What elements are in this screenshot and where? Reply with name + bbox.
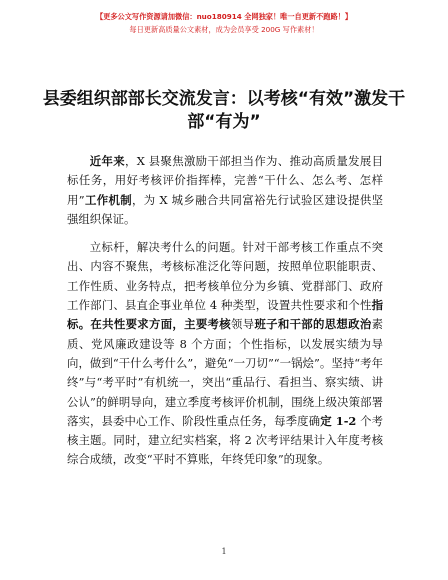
promo-banner-line-2: 每日更新高质量公文素材，成为会员享受 200G 写作素材！ xyxy=(129,25,319,34)
paragraph-2-text-b: 领导 xyxy=(231,317,255,332)
paragraph-2-bold-a: 指标。在共性要求方面，主要考核 xyxy=(67,298,383,332)
paragraph-1-text-a: ，X 县聚焦激励干部担当作为、推动高质量发展目标任务，用好考核评价指挥棒，完善“干什么、怎么考、怎样用” xyxy=(67,154,383,207)
paragraph-1-text-b: ，为 X 城乡融合共同富裕先行试验区建设提供坚强组织保证。 xyxy=(67,192,383,226)
paragraph-2-text-d: 个考核主题。同时，建立纪实档案，将 2 次考评结果计入年度考核综合成绩，改变“平时不算账，年终凭印象”的现象。 xyxy=(67,413,383,467)
document-body xyxy=(67,152,383,479)
paragraph-2-bold-c: 定 1-2 xyxy=(320,413,357,428)
paragraph-1-lead: 近年来 xyxy=(89,154,125,168)
paragraph-2-bold-b: 班子和干部的思想政治 xyxy=(254,317,372,332)
promo-banner-line-1: 【更多公文写作资源请加微信：nuo180914 全网独家！唯一自更新不跑路！】 xyxy=(95,12,353,21)
paragraph-2-text-a: 立标杆，解决考什么的问题。针对干部考核工作重点不突出、内容不聚焦，考核标准泛化等问题，按照单位职能职责、工作性质、业务特点，把考核单位分为乡镇、党群部门、政府工作部门、县直企事业单位 4 种类型，设置共性要求和个性 xyxy=(67,240,383,313)
page-number: 1 xyxy=(221,547,227,556)
paragraph-2-text-c: 素质、党风廉政建设等 8 个方面；个性指标，以发展实绩为导向，做到“干什么考什么”，避免“一刀切”“一锅烩”。坚持“考年终”与“考平时”有机统一，突出“重品行、看担当、察实绩、讲公认”的鲜明导向，建立季度考核评价机制，围绕上级决策部署落实，县委中心工作、阶段性重点任务，每季度确 xyxy=(67,317,383,428)
paragraph-1 xyxy=(67,152,383,229)
document-title: 县委组织部部长交流发言：以考核“有效”激发干部“有为” xyxy=(42,89,406,132)
paragraph-2 xyxy=(67,238,383,470)
paragraph-1-bold-term: 工作机制 xyxy=(84,192,133,207)
